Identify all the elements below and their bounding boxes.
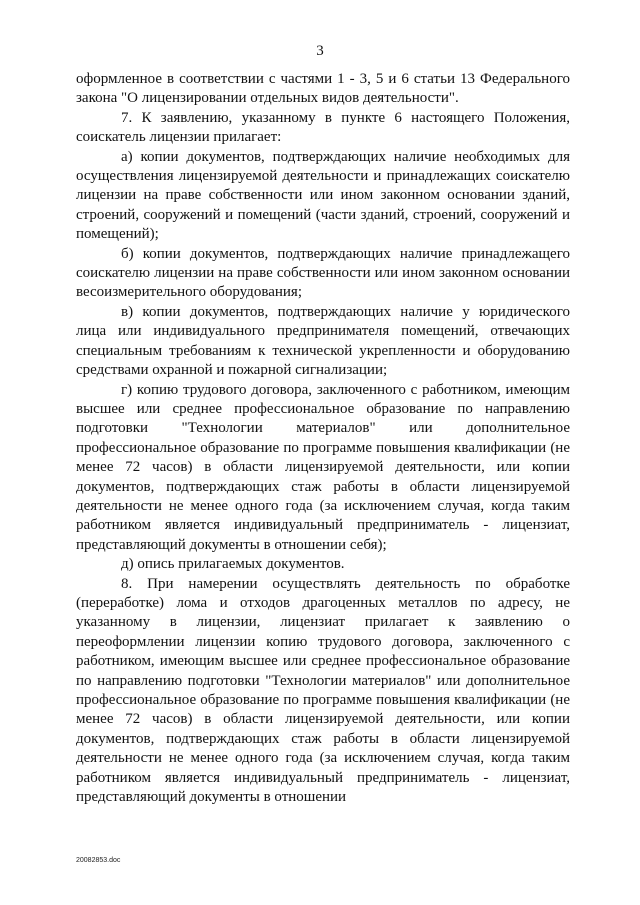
paragraph-subitem-a: а) копии документов, подтверждающих наличие необходимых для осуществления лицензируемой деятельности и принадлежащих соискателю лицензии на праве собственности или ином законном основании зданий, строений, сооружений и помещений (части зданий, строений, сооружений и помещений); xyxy=(76,148,570,243)
paragraph-item-7: 7. К заявлению, указанному в пункте 6 настоящего Положения, соискатель лицензии прилагает: xyxy=(76,109,570,146)
paragraph-subitem-d: д) опись прилагаемых документов. xyxy=(121,556,345,573)
paragraph-subitem-v: в) копии документов, подтверждающих наличие у юридического лица или индивидуального предпринимателя помещений, отвечающих специальным требованиям к технической укрепленности и оборудованию средствами охранной и пожарной сигнализации; xyxy=(76,303,570,379)
paragraph-subitem-g: г) копию трудового договора, заключенного с работником, имеющим высшее или среднее профессиональное образование по направлению подготовки "Технологии материалов" или дополнительное профессиональное образование по программе повышения квалификации (не менее 72 часов) в области лицензируемой деятельности, или копии документов, подтверждающих стаж работы в области лицензируемой деятельности не менее одного года (за исключением случая, когда таким работником является индивидуальный предприниматель - лицензиат, представляющий документы в отношении себя); xyxy=(76,381,570,553)
paragraph-subitem-b: б) копии документов, подтверждающих наличие принадлежащего соискателю лицензии на праве собственности или ином законном основании весоизмерительного оборудования; xyxy=(76,245,570,301)
paragraph-continuation: оформленное в соответствии с частями 1 - 3, 5 и 6 статьи 13 Федерального закона "О лицензировании отдельных видов деятельности". xyxy=(76,71,570,107)
page-number: 3 xyxy=(316,43,324,59)
paragraph-item-8: 8. При намерении осуществлять деятельность по обработке (переработке) лома и отходов драгоценных металлов по адресу, не указанному в лицензии, лицензиат прилагает к заявлению о переоформлении лицензии копию трудового договора, заключенного с работником, имеющим высшее или среднее профессиональное образование по направлению подготовки "Технологии материалов" или дополнительное профессиональное образование по программе повышения квалификации (не менее 72 часов) в области лицензируемой деятельности, или копии документов, подтверждающих стаж работы в области лицензируемой деятельности не менее одного года (за исключением случая, когда таким работником является индивидуальный предприниматель - лицензиат, представляющий документы в отношении xyxy=(76,575,570,806)
footer-filename: 20082853.doc xyxy=(76,857,121,864)
document-body xyxy=(76,70,570,807)
